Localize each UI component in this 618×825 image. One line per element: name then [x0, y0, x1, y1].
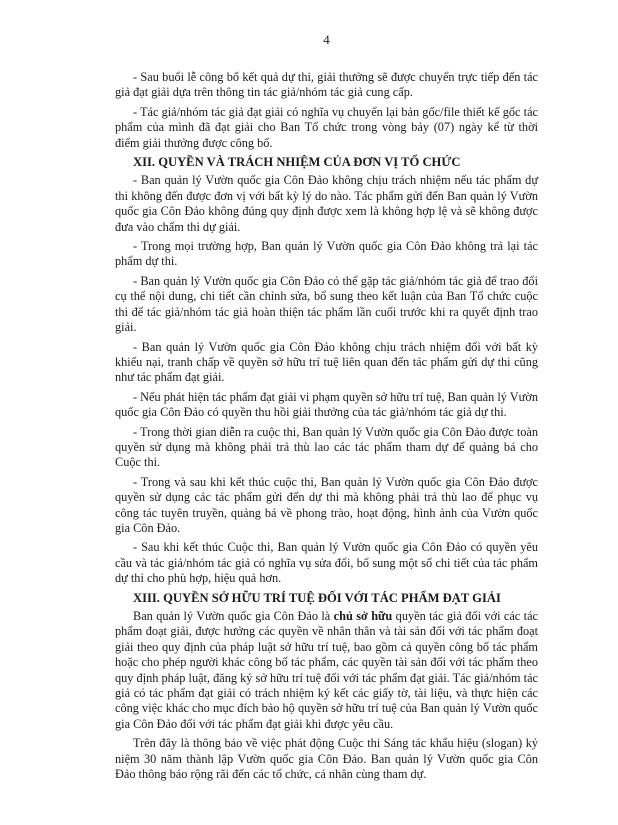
paragraph: - Ban quản lý Vườn quốc gia Côn Đảo không chịu trách nhiệm nếu tác phẩm dự thi không đến được đơn vị với bất kỳ lý do nào. Tác phẩm gửi đến Ban quản lý Vườn quốc gia Côn Đảo không đúng quy định được xem là không hợp lệ và sẽ không được đưa vào chấm thi dự giải.	[115, 173, 538, 234]
closing-paragraph: Trên đây là thông báo về việc phát động Cuộc thi Sáng tác khẩu hiệu (slogan) kỷ niệm 30 năm thành lập Vườn quốc gia Côn Đảo. Ban quản lý Vườn quốc gia Côn Đảo thông báo rộng rãi đến các tổ chức, cá nhân cùng tham dự.	[115, 736, 538, 782]
paragraph: - Sau khi kết thúc Cuộc thi, Ban quản lý Vườn quốc gia Côn Đảo có quyền yêu cầu và tác giả/nhóm tác giả có nghĩa vụ sửa đổi, bổ sung một số chi tiết của tác phẩm dự thi cho phù hợp, hiệu quả hơn.	[115, 540, 538, 586]
section-heading-xiii: XIII. QUYỀN SỞ HỮU TRÍ TUỆ ĐỐI VỚI TÁC PHẨM ĐẠT GIẢI	[133, 590, 501, 605]
page-number: 4	[323, 32, 330, 47]
owner-emphasis: chủ sở hữu	[333, 609, 393, 623]
section-heading-xii: XII. QUYỀN VÀ TRÁCH NHIỆM CỦA ĐƠN VỊ TỔ CHỨC	[133, 155, 461, 170]
paragraph: - Trong mọi trường hợp, Ban quản lý Vườn quốc gia Côn Đảo không trả lại tác phẩm dự thi.	[115, 239, 538, 269]
paragraph-ownership	[115, 609, 538, 732]
paragraph: - Trong và sau khi kết thúc cuộc thi, Ban quản lý Vườn quốc gia Côn Đảo được quyền sử dụng các tác phẩm gửi đến dự thi mà không phải trả thù lao để phục vụ công tác tuyên truyền, quảng bá về phong trào, hoạt động, hình ảnh của Vườn quốc gia Côn Đảo.	[115, 474, 538, 535]
paragraph: - Nếu phát hiện tác phẩm đạt giải vi phạm quyền sở hữu trí tuệ, Ban quản lý Vườn quốc gia Côn Đảo có quyền thu hồi giải thưởng của tác giả/nhóm tác giả dự thi.	[115, 389, 538, 420]
paragraph: - Tác giả/nhóm tác giả đạt giải có nghĩa vụ chuyển lại bản gốc/file thiết kế gốc tác phẩm của mình đã đạt giải cho Ban Tổ chức trong vòng bảy (07) ngày kể từ thời điểm giải thưởng được công bố.	[115, 104, 538, 150]
paragraph: - Ban quản lý Vườn quốc gia Côn Đảo không chịu trách nhiệm đối với bất kỳ khiếu nại, tranh chấp về quyền sở hữu trí tuệ liên quan đến tác phẩm gửi dự thi cũng như tác phẩm đạt giải.	[115, 339, 538, 385]
paragraph-text: quyền tác giả đối với các tác phẩm đoạt giải, được hưởng các quyền về nhân thân và tài sản đối với tác phẩm đoạt giải theo quy định của pháp luật sở hữu trí tuệ, bao gồm cả quyền công bố tác phẩm hoặc cho phép người khác công bố tác phẩm, các quyền tài sản đối với tác phẩm theo quy định pháp luật, đăng ký sở hữu trí tuệ đối với tác phẩm đạt giải. Tác giả/nhóm tác giả có tác phẩm đạt giải có trách nhiệm ký kết các giấy tờ, tài liệu, và thực hiện các công việc khác cho mục đích bảo hộ quyền sở hữu trí tuệ của Ban quản lý Vườn quốc gia Côn Đảo đối với tác phẩm đạt giải khi được yêu cầu.	[115, 609, 538, 731]
paragraph: - Sau buổi lễ công bố kết quả dự thi, giải thưởng sẽ được chuyển trực tiếp đến tác giả đạt giải dựa trên thông tin tác giả/nhóm tác giả cung cấp.	[115, 70, 538, 100]
paragraph: - Ban quản lý Vườn quốc gia Côn Đảo có thể gặp tác giả/nhóm tác giả để trao đổi cụ thể nội dung, chi tiết cần chỉnh sửa, bổ sung theo kết luận của Ban Tổ chức cuộc thi để tác giả/nhóm tác giả hoàn thiện tác phẩm lần cuối trước khi ra quyết định trao giải.	[115, 273, 538, 335]
paragraph-text: Ban quản lý Vườn quốc gia Côn Đảo là	[133, 609, 334, 623]
paragraph: - Trong thời gian diễn ra cuộc thi, Ban quản lý Vườn quốc gia Côn Đảo được toàn quyền sử dụng mà không phải trả thù lao các tác phẩm tham dự để quảng bá cho Cuộc thi.	[115, 424, 538, 470]
